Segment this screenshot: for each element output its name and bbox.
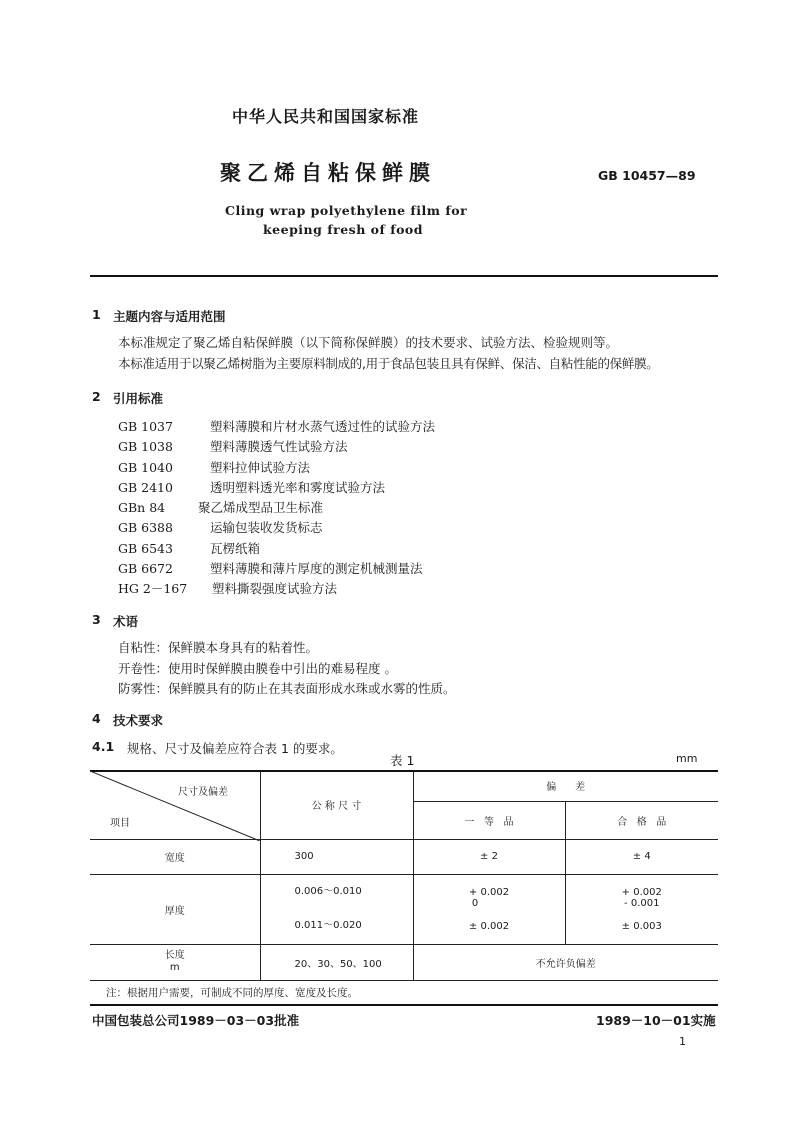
page-number: 1 xyxy=(679,1035,686,1048)
reference-item xyxy=(118,579,435,599)
section-1-paragraph-1: 本标准规定了聚乙烯自粘保鲜膜（以下简称保鲜膜）的技术要求、试验方法、检验规则等。 xyxy=(118,335,619,350)
section-2-number: 2 xyxy=(92,389,101,404)
width-qualified: ± 4 xyxy=(565,839,718,874)
national-standard-heading: 中华人民共和国国家标准 xyxy=(232,107,420,126)
table-unit: mm xyxy=(676,752,698,765)
reference-item xyxy=(118,458,435,478)
reference-code: GB 1037 xyxy=(118,419,173,434)
reference-code: GB 2410 xyxy=(118,479,173,495)
row-label-length xyxy=(90,944,260,980)
reference-name: 塑料撕裂强度试验方法 xyxy=(212,581,338,597)
thickness-qualified-upper: + 0.002 xyxy=(621,886,662,898)
reference-name: 聚乙烯成型品卫生标准 xyxy=(198,500,324,516)
thickness-nominal xyxy=(260,874,413,944)
thickness-first-grade-lower: 0 xyxy=(471,897,479,909)
term-item: 防雾性：保鲜膜具有的防止在其表面形成水珠或水雾的性质。 xyxy=(118,681,456,696)
thickness-qualified xyxy=(565,874,718,944)
thickness-first-grade xyxy=(413,874,565,944)
term-item: 开卷性：使用时保鲜膜由膜卷中引出的难易程度 。 xyxy=(118,660,397,676)
reference-code: GB 6543 xyxy=(118,540,173,556)
reference-name: 塑料薄膜和片材水蒸气透过性的试验方法 xyxy=(210,419,436,434)
issuing-authority: 中国包装总公司1989－03－03批准 xyxy=(92,1013,300,1028)
reference-name: 瓦楞纸箱 xyxy=(210,540,261,556)
table-row xyxy=(90,839,718,874)
reference-name: 运输包装收发货标志 xyxy=(210,520,323,536)
reference-item xyxy=(118,559,435,579)
table-row xyxy=(90,944,718,980)
table-header-diagonal-cell xyxy=(90,771,260,839)
thickness-nominal-range-2: 0.011～0.020 xyxy=(294,920,362,931)
header-nominal-size: 公 称 尺 寸 xyxy=(260,771,413,839)
row-label-width: 宽度 xyxy=(90,839,260,874)
table-caption: 表 1 xyxy=(390,753,415,768)
thickness-qualified-range-2: ± 0.003 xyxy=(621,920,662,932)
diagonal-line xyxy=(90,771,260,841)
term-list xyxy=(118,638,456,700)
section-1-title: 主题内容与适用范围 xyxy=(113,309,226,324)
section-4-title: 技术要求 xyxy=(113,713,164,728)
length-nominal: 20、30、50、100 xyxy=(260,944,413,980)
reference-item xyxy=(118,478,435,498)
length-label: 长度 xyxy=(164,950,185,961)
term-item: 自粘性：保鲜膜本身具有的粘着性。 xyxy=(118,640,319,655)
reference-name: 塑料拉伸试验方法 xyxy=(210,459,311,475)
standard-code: GB 10457—89 xyxy=(598,168,696,183)
reference-code: GBn 84 xyxy=(118,500,166,516)
reference-item xyxy=(118,539,435,559)
section-1-paragraph-2: 本标准适用于以聚乙烯树脂为主要原料制成的,用于食品包装且具有保鲜、保洁、自粘性能的保鲜膜。 xyxy=(118,356,659,371)
reference-name: 塑料薄膜透气性试验方法 xyxy=(210,439,348,455)
section-3-title: 术语 xyxy=(113,614,139,629)
thickness-first-grade-range-2: ± 0.002 xyxy=(468,920,510,932)
reference-name: 塑料薄膜和薄片厚度的测定机械测量法 xyxy=(210,561,423,577)
effective-date: 1989－10－01实施 xyxy=(596,1013,716,1028)
table-row xyxy=(90,874,718,944)
thickness-first-grade-upper: + 0.002 xyxy=(468,886,510,898)
reference-name: 透明塑料透光率和雾度试验方法 xyxy=(210,479,386,495)
header-item-label: 项目 xyxy=(110,818,130,829)
reference-code: GB 1038 xyxy=(118,439,173,455)
reference-item xyxy=(118,437,435,457)
document-title-en-line2: keeping fresh of food xyxy=(263,222,423,237)
reference-code: GB 1040 xyxy=(118,459,173,475)
header-dimension-label: 尺寸及偏差 xyxy=(178,787,228,798)
length-unit: m xyxy=(169,962,180,973)
subsection-4-1-text: 规格、尺寸及偏差应符合表 1 的要求。 xyxy=(127,741,343,756)
footer-divider xyxy=(90,1004,718,1006)
table-note: 注：根据用户需要，可制成不同的厚度、宽度及长度。 xyxy=(106,987,358,999)
width-first-grade: ± 2 xyxy=(413,839,565,874)
table-1 xyxy=(90,771,718,981)
subsection-4-1-number: 4.1 xyxy=(92,739,115,754)
header-first-grade: 一 等 品 xyxy=(413,801,565,839)
reference-item xyxy=(118,518,435,538)
reference-list xyxy=(118,417,435,600)
reference-item xyxy=(118,498,435,518)
section-3-number: 3 xyxy=(92,612,101,627)
header-deviation: 偏 差 xyxy=(413,771,718,801)
thickness-nominal-range-1: 0.006～0.010 xyxy=(294,886,362,897)
header-divider xyxy=(90,275,718,277)
row-label-thickness: 厚度 xyxy=(90,874,260,944)
reference-item xyxy=(118,417,435,437)
width-nominal: 300 xyxy=(260,839,413,874)
reference-code: GB 6388 xyxy=(118,520,173,536)
reference-code: GB 6672 xyxy=(118,561,173,577)
section-2-title: 引用标准 xyxy=(113,391,164,406)
section-4-number: 4 xyxy=(92,711,101,726)
document-title-en-line1: Cling wrap polyethylene film for xyxy=(225,203,468,218)
section-1-number: 1 xyxy=(92,307,101,322)
thickness-qualified-lower: - 0.001 xyxy=(624,897,660,909)
document-title-cn: 聚乙烯自粘保鲜膜 xyxy=(220,161,436,185)
header-qualified: 合 格 品 xyxy=(565,801,718,839)
reference-code: HG 2－167 xyxy=(118,581,188,597)
length-deviation: 不允许负偏差 xyxy=(413,944,718,980)
